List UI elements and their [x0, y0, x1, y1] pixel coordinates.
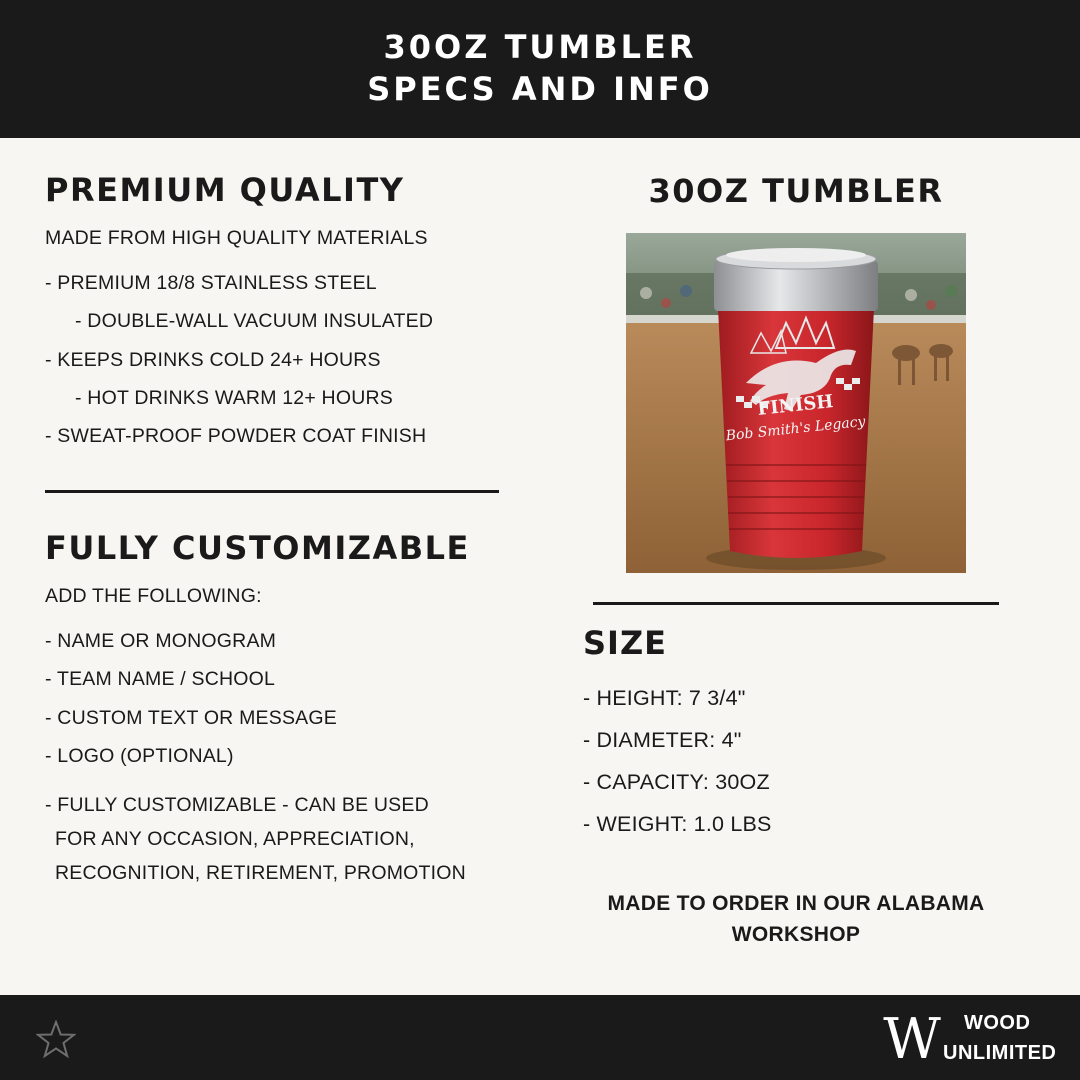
- premium-item: - HOT DRINKS WARM 12+ HOURS: [75, 387, 393, 409]
- size-heading: SIZE: [583, 624, 668, 662]
- custom-item: - LOGO (OPTIONAL): [45, 745, 234, 767]
- brand-logo-initial: W: [883, 1008, 941, 1068]
- product-title: 30OZ TUMBLER: [648, 172, 944, 210]
- custom-intro: ADD THE FOLLOWING:: [45, 585, 262, 607]
- made-to-order-line2: WORKSHOP: [731, 923, 861, 946]
- product-photo: [626, 233, 966, 573]
- premium-item: - KEEPS DRINKS COLD 24+ HOURS: [45, 349, 381, 371]
- custom-item: - NAME OR MONOGRAM: [45, 630, 277, 652]
- star-outline-icon: [36, 1020, 76, 1062]
- premium-heading: PREMIUM QUALITY: [45, 171, 405, 209]
- engraving-name: Bob Smith's Legacy: [725, 413, 867, 445]
- premium-item: - DOUBLE-WALL VACUUM INSULATED: [75, 310, 434, 332]
- page-title-line1: 30OZ TUMBLER: [383, 28, 697, 66]
- custom-note-line: FOR ANY OCCASION, APPRECIATION,: [55, 828, 415, 850]
- premium-intro: MADE FROM HIGH QUALITY MATERIALS: [45, 227, 428, 249]
- size-item: - CAPACITY: 30OZ: [583, 770, 770, 794]
- page-title-line2: SPECS AND INFO: [367, 70, 713, 108]
- custom-item: - TEAM NAME / SCHOOL: [45, 668, 276, 690]
- engraving-word: FINISH: [756, 391, 835, 420]
- custom-heading: FULLY CUSTOMIZABLE: [45, 529, 470, 567]
- size-item: - DIAMETER: 4": [583, 728, 742, 752]
- premium-item: - PREMIUM 18/8 STAINLESS STEEL: [45, 272, 377, 294]
- custom-note-line: RECOGNITION, RETIREMENT, PROMOTION: [55, 862, 466, 884]
- brand-logo: [876, 1008, 948, 1072]
- made-to-order-line1: MADE TO ORDER IN OUR ALABAMA: [607, 892, 985, 915]
- brand-name-line1: WOOD: [964, 1012, 1031, 1034]
- header-bar: [0, 0, 1080, 138]
- custom-item: - CUSTOM TEXT OR MESSAGE: [45, 707, 337, 729]
- premium-item: - SWEAT-PROOF POWDER COAT FINISH: [45, 425, 427, 447]
- brand-name-line2: UNLIMITED: [943, 1042, 1057, 1064]
- size-item: - WEIGHT: 1.0 LBS: [583, 812, 772, 836]
- section-divider: [593, 602, 999, 605]
- section-divider: [45, 490, 499, 493]
- made-to-order-note: [580, 888, 1012, 950]
- size-item: - HEIGHT: 7 3/4": [583, 686, 746, 710]
- custom-note-line: - FULLY CUSTOMIZABLE - CAN BE USED: [45, 794, 429, 816]
